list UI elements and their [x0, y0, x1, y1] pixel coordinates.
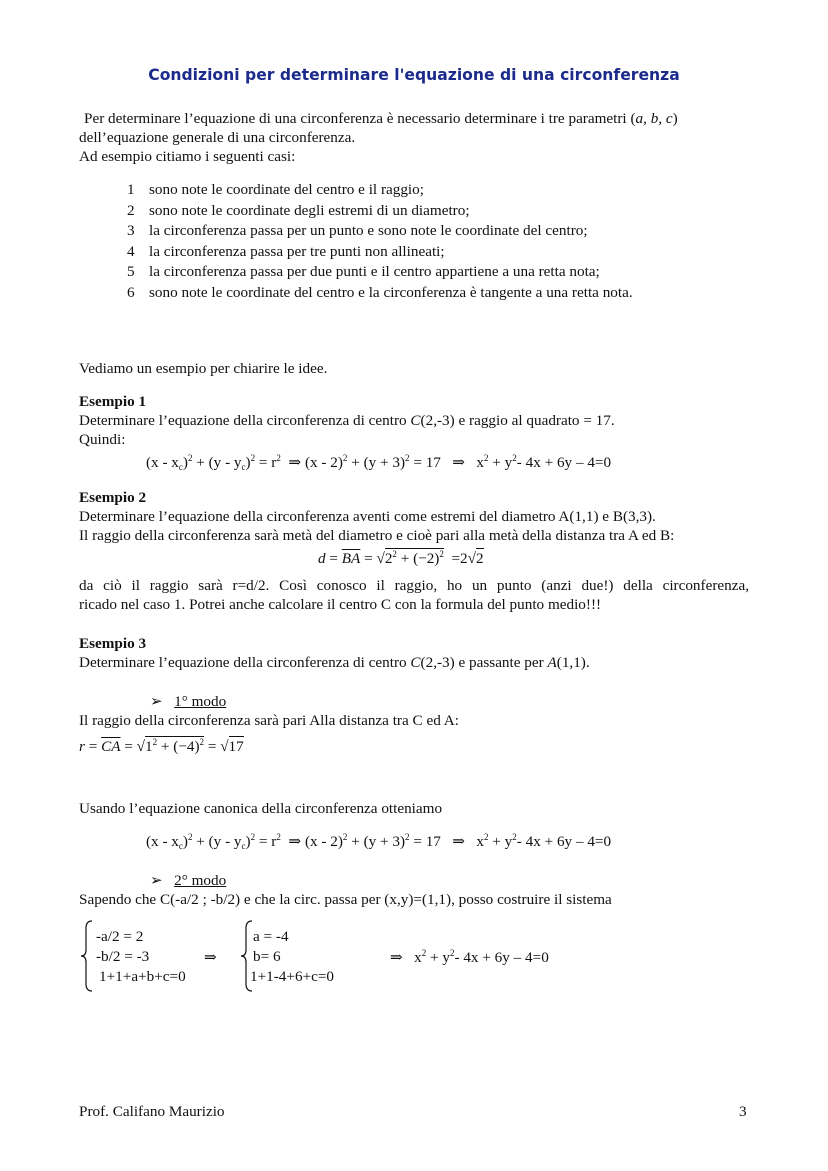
intro-text: Per determinare l’equazione di una circonferenza è necessario determinare i tre parametri ( — [84, 110, 636, 127]
example-2-line-1: Determinare l’equazione della circonferenza aventi come estremi del diametro A(1,1) e B(3,3). — [79, 508, 656, 525]
list-item: 3 la circonferenza passa per un punto e sono note le coordinate del centro; — [127, 222, 588, 239]
example-1-line: Determinare l’equazione della circonferenza di centro C(2,-3) e raggio al quadrato = 17. — [79, 412, 615, 429]
quindi-text: Quindi: — [79, 431, 126, 448]
list-item: 1 sono note le coordinate del centro e il raggio; — [127, 181, 424, 198]
formula-canonical-2: $(x - x_c)^2 + (y - y_c)^2 = r^2$ ⇒ $(x - 2)^2 + (y + 3)^2 = 17$ ⇒ $x^2 + y^2-$ 4x + 6y – 4=0 — [146, 832, 612, 851]
implies-icon: ⇒ — [452, 833, 466, 850]
example-2-line-3: da ciò il raggio sarà r=d/2. Così conosco il raggio, ho un punto (anzi due!) della circonferenza, — [79, 577, 749, 594]
modo-1-bullet: ➢ 1° modo — [150, 693, 227, 710]
example-3-line: Determinare l’equazione della circonferenza di centro C(2,-3) e passante per A(1,1). — [79, 654, 590, 671]
example-3-heading: Esempio 3 — [79, 635, 147, 652]
footer-author: Prof. Califano Maurizio — [79, 1103, 225, 1120]
list-item: 5 la circonferenza passa per due punti e il centro appartiene a una retta nota; — [127, 263, 600, 280]
implies-icon: ⇒ — [452, 454, 466, 471]
list-item: 2 sono note le coordinate degli estremi di un diametro; — [127, 202, 470, 219]
intro-line-2: dell’equazione generale di una circonferenza. — [79, 129, 356, 146]
page-title: Condizioni per determinare l'equazione di una circonferenza — [148, 66, 680, 84]
page-number: 3 — [739, 1103, 747, 1120]
vediamo-text: Vediamo un esempio per chiarire le idee. — [79, 360, 328, 377]
system-2-eq: a = -4 — [253, 928, 289, 945]
system-2-eq: b= 6 — [253, 948, 281, 965]
intro-line-1 — [84, 110, 678, 128]
formula-distance-ca: $r = \overline{CA} = √1^2 + (-4)^2 = √17$ — [79, 737, 244, 755]
system-1-eq: 1+1+a+b+c=0 — [99, 968, 186, 985]
left-brace-icon — [80, 920, 94, 992]
arrow-bullet-icon: ➢ — [150, 872, 163, 889]
example-2-line-2: Il raggio della circonferenza sarà metà del diametro e cioè pari alla metà della distanza tra A ed B: — [79, 527, 675, 544]
system-1-eq: -a/2 = 2 — [96, 928, 144, 945]
intro-text-end: ) — [672, 110, 678, 127]
list-item: 4 la circonferenza passa per tre punti non allineati; — [127, 243, 445, 260]
modo-2-bullet: ➢ 2° modo — [150, 872, 227, 889]
intro-params: a, b, c — [635, 110, 673, 127]
implies-icon: ⇒ — [390, 949, 403, 966]
implies-icon: ⇒ — [204, 949, 217, 966]
intro-line-3: Ad esempio citiamo i seguenti casi: — [79, 148, 296, 165]
modo-1-text: Il raggio della circonferenza sarà pari Alla distanza tra C ed A: — [79, 712, 459, 729]
implies-icon: ⇒ — [288, 833, 302, 850]
example-1-heading: Esempio 1 — [79, 393, 147, 410]
formula-canonical-1: $(x - x_c)^2 + (y - y_c)^2 = r^2$ ⇒ $(x - 2)^2 + (y + 3)^2 = 17$ ⇒ $x^2 + y^2-$ 4x + 6y – 4=0 — [146, 453, 612, 472]
system-1-eq: -b/2 = -3 — [96, 948, 150, 965]
implies-icon: ⇒ — [288, 454, 302, 471]
system-result: ⇒ $x^2 + y^2-$ 4x + 6y – 4=0 — [390, 948, 549, 966]
system-2-eq: 1+1-4+6+c=0 — [250, 968, 335, 985]
example-2-heading: Esempio 2 — [79, 489, 147, 506]
formula-distance-ba: $d = \overline{BA} = √2^2 + (-2)^2 =2√2$ — [318, 549, 484, 567]
usando-text: Usando l’equazione canonica della circonferenza otteniamo — [79, 800, 443, 817]
list-item: 6 sono note le coordinate del centro e la circonferenza è tangente a una retta nota. — [127, 284, 633, 301]
modo-2-text: Sapendo che C(-a/2 ; -b/2) e che la circ. passa per (x,y)=(1,1), posso costruire il sistema — [79, 891, 612, 908]
example-2-line-4: ricado nel caso 1. Potrei anche calcolare il centro C con la formula del punto medio!!! — [79, 596, 602, 613]
arrow-bullet-icon: ➢ — [150, 693, 163, 710]
